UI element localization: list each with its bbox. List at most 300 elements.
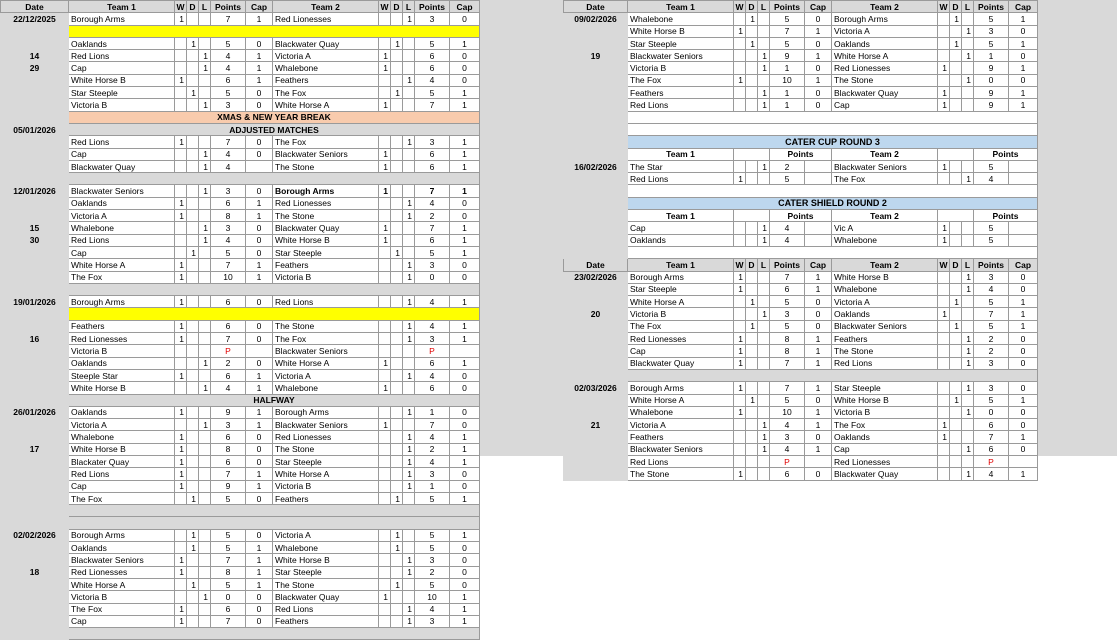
score-cell: 1 bbox=[175, 455, 187, 467]
score-cell bbox=[403, 246, 415, 258]
score-cell: 5 bbox=[415, 37, 450, 49]
score-cell: 1 bbox=[199, 160, 211, 172]
date-cell bbox=[564, 197, 628, 209]
score-cell: 1 bbox=[450, 37, 480, 49]
score-cell: 1 bbox=[450, 357, 480, 369]
score-cell: 1 bbox=[379, 419, 391, 431]
score-cell bbox=[746, 357, 758, 369]
spacer-cell bbox=[628, 185, 1038, 197]
score-cell bbox=[758, 271, 770, 283]
score-cell bbox=[187, 50, 199, 62]
score-cell bbox=[805, 222, 832, 234]
score-cell bbox=[391, 369, 403, 381]
score-cell: 0 bbox=[450, 74, 480, 86]
team1-cell: Blackwater Seniors bbox=[69, 185, 175, 197]
date-cell bbox=[564, 173, 628, 185]
score-cell: 1 bbox=[379, 234, 391, 246]
score-cell: 1 bbox=[938, 308, 950, 320]
score-cell: 1 bbox=[758, 308, 770, 320]
score-cell bbox=[391, 333, 403, 345]
score-cell: 0 bbox=[1009, 74, 1038, 86]
score-cell bbox=[391, 210, 403, 222]
score-cell: 1 bbox=[1009, 431, 1038, 443]
score-cell: 1 bbox=[1009, 13, 1038, 25]
column-header: Cap bbox=[1009, 1, 1038, 13]
date-cell: 19 bbox=[564, 50, 628, 62]
team1-cell: White Horse B bbox=[69, 74, 175, 86]
score-cell bbox=[403, 529, 415, 541]
date-cell: 22/12/2025 bbox=[1, 13, 69, 25]
cup-column-header: Team 1 bbox=[628, 210, 734, 222]
team1-cell: Steeple Star bbox=[69, 369, 175, 381]
score-cell bbox=[187, 431, 199, 443]
score-cell bbox=[950, 271, 962, 283]
date-cell bbox=[1, 517, 69, 529]
score-cell bbox=[746, 443, 758, 455]
score-cell: 5 bbox=[974, 222, 1009, 234]
score-cell bbox=[746, 333, 758, 345]
team2-cell: Victoria A bbox=[273, 529, 379, 541]
score-cell: 1 bbox=[950, 37, 962, 49]
score-cell: 1 bbox=[246, 74, 273, 86]
score-cell bbox=[199, 468, 211, 480]
score-cell bbox=[379, 431, 391, 443]
team1-cell: Red Lions bbox=[69, 234, 175, 246]
score-cell: 1 bbox=[950, 394, 962, 406]
score-cell bbox=[199, 136, 211, 148]
score-cell: 1 bbox=[974, 50, 1009, 62]
score-cell: 0 bbox=[805, 431, 832, 443]
date-cell bbox=[564, 148, 628, 160]
score-cell bbox=[950, 468, 962, 480]
score-cell: 0 bbox=[805, 37, 832, 49]
date-cell bbox=[1, 394, 69, 406]
score-cell bbox=[758, 37, 770, 49]
column-header: Team 1 bbox=[628, 1, 734, 13]
score-cell bbox=[187, 296, 199, 308]
score-cell: 1 bbox=[734, 173, 746, 185]
date-cell: 12/01/2026 bbox=[1, 185, 69, 197]
score-cell: 5 bbox=[211, 87, 246, 99]
team2-cell: Red Lionesses bbox=[273, 13, 379, 25]
score-cell: 1 bbox=[246, 13, 273, 25]
score-cell: 0 bbox=[450, 554, 480, 566]
score-cell: 7 bbox=[770, 25, 805, 37]
score-cell: 0 bbox=[211, 591, 246, 603]
score-cell: 1 bbox=[805, 406, 832, 418]
score-cell: 1 bbox=[805, 50, 832, 62]
column-header: D bbox=[746, 259, 758, 271]
match-row bbox=[564, 468, 1038, 480]
score-cell bbox=[187, 554, 199, 566]
match-row bbox=[564, 74, 1038, 86]
score-cell bbox=[734, 222, 746, 234]
score-cell bbox=[734, 234, 746, 246]
score-cell bbox=[175, 578, 187, 590]
match-row bbox=[564, 50, 1038, 62]
score-cell: 1 bbox=[246, 197, 273, 209]
score-cell: 1 bbox=[805, 271, 832, 283]
score-cell: 1 bbox=[1009, 87, 1038, 99]
team1-cell: Victoria B bbox=[628, 308, 734, 320]
score-cell bbox=[962, 296, 974, 308]
match-row bbox=[564, 296, 1038, 308]
score-cell: 0 bbox=[415, 271, 450, 283]
score-cell: 6 bbox=[415, 148, 450, 160]
score-cell: 5 bbox=[211, 578, 246, 590]
date-cell bbox=[564, 468, 628, 480]
column-header: Team 1 bbox=[69, 1, 175, 13]
score-cell bbox=[391, 603, 403, 615]
score-cell bbox=[199, 566, 211, 578]
team2-cell: White Horse A bbox=[832, 50, 938, 62]
score-cell bbox=[187, 591, 199, 603]
match-row bbox=[1, 615, 480, 627]
score-cell: 1 bbox=[950, 13, 962, 25]
team2-cell: Victoria B bbox=[273, 480, 379, 492]
score-cell bbox=[175, 492, 187, 504]
score-cell: 0 bbox=[1009, 333, 1038, 345]
date-cell bbox=[1, 259, 69, 271]
team2-cell: White Horse B bbox=[832, 394, 938, 406]
score-cell: 3 bbox=[415, 136, 450, 148]
score-cell: 1 bbox=[403, 74, 415, 86]
score-cell: 1 bbox=[379, 382, 391, 394]
team1-cell: Cap bbox=[69, 615, 175, 627]
score-cell: 4 bbox=[211, 148, 246, 160]
score-cell bbox=[391, 468, 403, 480]
team2-cell: Borough Arms bbox=[273, 406, 379, 418]
team1-cell: Cap bbox=[628, 222, 734, 234]
score-cell bbox=[175, 160, 187, 172]
score-cell bbox=[379, 210, 391, 222]
score-cell: 9 bbox=[974, 99, 1009, 111]
score-cell: 1 bbox=[175, 554, 187, 566]
spacer-row bbox=[564, 123, 1038, 135]
score-cell: 5 bbox=[770, 173, 805, 185]
team1-cell: Borough Arms bbox=[69, 13, 175, 25]
score-cell bbox=[938, 271, 950, 283]
score-cell bbox=[187, 455, 199, 467]
score-cell: 1 bbox=[962, 357, 974, 369]
score-cell bbox=[962, 99, 974, 111]
score-cell: 1 bbox=[1009, 37, 1038, 49]
score-cell bbox=[175, 419, 187, 431]
score-cell: P bbox=[770, 455, 805, 467]
cup-match-row bbox=[564, 222, 1038, 234]
score-cell: 1 bbox=[805, 283, 832, 295]
score-cell bbox=[746, 87, 758, 99]
score-cell: 1 bbox=[450, 591, 480, 603]
score-cell bbox=[175, 357, 187, 369]
score-cell bbox=[379, 554, 391, 566]
score-cell: 7 bbox=[415, 419, 450, 431]
team1-cell: Victoria B bbox=[69, 591, 175, 603]
date-cell bbox=[564, 87, 628, 99]
score-cell: 4 bbox=[211, 382, 246, 394]
score-cell: 0 bbox=[805, 320, 832, 332]
column-header: Cap bbox=[450, 1, 480, 13]
score-cell bbox=[391, 406, 403, 418]
score-cell bbox=[199, 197, 211, 209]
section-banner bbox=[1, 394, 480, 406]
column-header: L bbox=[758, 1, 770, 13]
score-cell bbox=[962, 13, 974, 25]
score-cell: 9 bbox=[974, 62, 1009, 74]
date-cell bbox=[1, 468, 69, 480]
score-cell: 1 bbox=[770, 87, 805, 99]
score-cell bbox=[950, 99, 962, 111]
date-cell: 16 bbox=[1, 333, 69, 345]
score-cell: 0 bbox=[805, 296, 832, 308]
spacer-row bbox=[564, 369, 1038, 381]
score-cell bbox=[962, 455, 974, 467]
score-cell: 1 bbox=[187, 578, 199, 590]
team2-cell: The Fox bbox=[832, 419, 938, 431]
score-cell bbox=[199, 603, 211, 615]
score-cell bbox=[379, 578, 391, 590]
score-cell: 1 bbox=[770, 62, 805, 74]
score-cell: 1 bbox=[415, 480, 450, 492]
score-cell bbox=[379, 74, 391, 86]
spacer-cell bbox=[69, 628, 480, 640]
score-cell: 0 bbox=[805, 99, 832, 111]
score-cell bbox=[403, 222, 415, 234]
score-cell: 1 bbox=[175, 369, 187, 381]
score-cell: 6 bbox=[415, 160, 450, 172]
score-cell bbox=[175, 591, 187, 603]
score-cell bbox=[379, 320, 391, 332]
score-cell bbox=[175, 234, 187, 246]
score-cell: 5 bbox=[415, 529, 450, 541]
score-cell: 1 bbox=[175, 480, 187, 492]
score-cell: 1 bbox=[450, 222, 480, 234]
score-cell bbox=[199, 13, 211, 25]
score-cell: 5 bbox=[770, 37, 805, 49]
score-cell: 6 bbox=[211, 320, 246, 332]
score-cell: 0 bbox=[450, 578, 480, 590]
team1-cell: Oaklands bbox=[69, 37, 175, 49]
score-cell: 1 bbox=[199, 148, 211, 160]
date-cell bbox=[564, 283, 628, 295]
score-cell: 1 bbox=[403, 455, 415, 467]
score-cell: 1 bbox=[246, 369, 273, 381]
score-cell bbox=[950, 173, 962, 185]
score-cell: 7 bbox=[770, 382, 805, 394]
score-cell: 1 bbox=[734, 357, 746, 369]
column-header: W bbox=[735, 1, 744, 12]
column-header: D bbox=[950, 1, 962, 13]
score-cell: 1 bbox=[450, 320, 480, 332]
score-cell bbox=[379, 443, 391, 455]
team2-cell: The Stone bbox=[273, 443, 379, 455]
score-cell bbox=[199, 259, 211, 271]
score-cell bbox=[391, 443, 403, 455]
team1-cell: Star Steeple bbox=[628, 37, 734, 49]
team2-cell: White Horse A bbox=[273, 99, 379, 111]
team1-cell: Whalebone bbox=[69, 222, 175, 234]
score-cell: 0 bbox=[450, 259, 480, 271]
match-row bbox=[1, 455, 480, 467]
score-cell: 0 bbox=[805, 87, 832, 99]
date-cell bbox=[1, 74, 69, 86]
score-cell: 1 bbox=[758, 443, 770, 455]
score-cell bbox=[379, 492, 391, 504]
team2-cell: Victoria A bbox=[273, 369, 379, 381]
team1-cell: Victoria B bbox=[69, 345, 175, 357]
cup-column-header: Points bbox=[974, 210, 1038, 222]
score-cell: 4 bbox=[211, 62, 246, 74]
date-cell bbox=[1, 603, 69, 615]
score-cell bbox=[199, 542, 211, 554]
date-cell bbox=[1, 505, 69, 517]
match-row bbox=[1, 591, 480, 603]
score-cell bbox=[379, 13, 391, 25]
spacer-cell bbox=[628, 246, 1038, 258]
score-cell bbox=[187, 419, 199, 431]
date-cell bbox=[1, 271, 69, 283]
score-cell: 1 bbox=[962, 25, 974, 37]
team1-cell: White Horse A bbox=[69, 259, 175, 271]
score-cell: 1 bbox=[391, 37, 403, 49]
score-cell: 2 bbox=[211, 357, 246, 369]
score-cell: 0 bbox=[805, 308, 832, 320]
team2-cell: White Horse B bbox=[273, 554, 379, 566]
team1-cell: Red Lions bbox=[628, 173, 734, 185]
score-cell bbox=[199, 578, 211, 590]
column-header: W bbox=[735, 259, 744, 270]
score-cell: 3 bbox=[415, 333, 450, 345]
score-cell: 1 bbox=[415, 406, 450, 418]
match-row bbox=[1, 197, 480, 209]
score-cell bbox=[962, 320, 974, 332]
team1-cell: Victoria A bbox=[69, 210, 175, 222]
score-cell: 3 bbox=[974, 357, 1009, 369]
score-cell bbox=[199, 615, 211, 627]
score-cell: 4 bbox=[770, 419, 805, 431]
score-cell bbox=[403, 419, 415, 431]
column-header: Points bbox=[974, 1, 1009, 13]
team1-cell: Red Lions bbox=[628, 455, 734, 467]
match-row bbox=[1, 333, 480, 345]
date-cell: 02/02/2026 bbox=[1, 529, 69, 541]
cup-round-title bbox=[564, 136, 1038, 148]
score-cell: 1 bbox=[403, 468, 415, 480]
cup-column-header: Team 2 bbox=[832, 148, 938, 160]
score-cell bbox=[805, 173, 832, 185]
date-cell: 29 bbox=[1, 62, 69, 74]
score-cell bbox=[746, 431, 758, 443]
score-cell: 6 bbox=[974, 419, 1009, 431]
score-cell bbox=[379, 37, 391, 49]
score-cell: 1 bbox=[391, 87, 403, 99]
highlight-cell bbox=[69, 25, 480, 37]
match-row bbox=[564, 13, 1038, 25]
column-header: Team 2 bbox=[273, 1, 379, 13]
score-cell bbox=[391, 222, 403, 234]
date-cell bbox=[1, 283, 69, 295]
team1-cell: Oaklands bbox=[69, 357, 175, 369]
match-row bbox=[564, 345, 1038, 357]
banner-text: XMAS & NEW YEAR BREAK bbox=[69, 111, 480, 123]
team1-cell: Star Steeple bbox=[69, 87, 175, 99]
score-cell bbox=[391, 74, 403, 86]
team2-cell: White Horse A bbox=[273, 468, 379, 480]
team2-cell: Cap bbox=[832, 99, 938, 111]
score-cell bbox=[758, 173, 770, 185]
date-cell bbox=[1, 246, 69, 258]
team2-cell: Blackwater Seniors bbox=[832, 320, 938, 332]
score-cell bbox=[805, 455, 832, 467]
score-cell bbox=[734, 62, 746, 74]
cup-column-header bbox=[938, 210, 974, 222]
score-cell: 8 bbox=[211, 210, 246, 222]
score-cell bbox=[938, 37, 950, 49]
score-cell bbox=[950, 308, 962, 320]
cup-column-header: Points bbox=[770, 148, 832, 160]
date-cell bbox=[1, 87, 69, 99]
date-cell bbox=[1, 136, 69, 148]
score-cell bbox=[379, 566, 391, 578]
score-cell bbox=[758, 74, 770, 86]
cup-column-header bbox=[734, 210, 770, 222]
score-cell: 1 bbox=[199, 99, 211, 111]
score-cell bbox=[746, 62, 758, 74]
score-cell: 1 bbox=[391, 492, 403, 504]
score-cell bbox=[746, 419, 758, 431]
score-cell bbox=[746, 382, 758, 394]
score-cell: 4 bbox=[211, 234, 246, 246]
score-cell: 0 bbox=[1009, 271, 1038, 283]
score-cell bbox=[187, 259, 199, 271]
score-cell bbox=[758, 406, 770, 418]
score-cell: 3 bbox=[211, 185, 246, 197]
score-cell bbox=[746, 25, 758, 37]
score-cell: 1 bbox=[379, 357, 391, 369]
score-cell: 1 bbox=[938, 431, 950, 443]
score-cell bbox=[403, 87, 415, 99]
date-cell bbox=[564, 357, 628, 369]
score-cell bbox=[391, 50, 403, 62]
score-cell: 1 bbox=[450, 99, 480, 111]
score-cell bbox=[391, 615, 403, 627]
score-cell bbox=[391, 62, 403, 74]
score-cell: 5 bbox=[974, 160, 1009, 172]
date-cell bbox=[1, 345, 69, 357]
date-cell bbox=[1, 382, 69, 394]
team1-cell: White Horse A bbox=[69, 578, 175, 590]
score-cell: 1 bbox=[950, 296, 962, 308]
team2-cell: Feathers bbox=[273, 492, 379, 504]
spacer-cell bbox=[69, 517, 480, 529]
score-cell bbox=[175, 382, 187, 394]
score-cell: 5 bbox=[211, 492, 246, 504]
score-cell bbox=[734, 50, 746, 62]
column-header: Cap bbox=[1009, 259, 1038, 271]
score-cell: 1 bbox=[746, 37, 758, 49]
column-header: D bbox=[391, 1, 403, 13]
score-cell: 5 bbox=[770, 13, 805, 25]
spacer-row bbox=[1, 173, 480, 185]
score-cell: 1 bbox=[805, 443, 832, 455]
date-cell: 17 bbox=[1, 443, 69, 455]
score-cell bbox=[950, 234, 962, 246]
score-cell: 1 bbox=[450, 443, 480, 455]
spacer-row bbox=[1, 628, 480, 640]
score-cell: 1 bbox=[962, 333, 974, 345]
score-cell: 1 bbox=[175, 333, 187, 345]
score-cell: 3 bbox=[415, 259, 450, 271]
